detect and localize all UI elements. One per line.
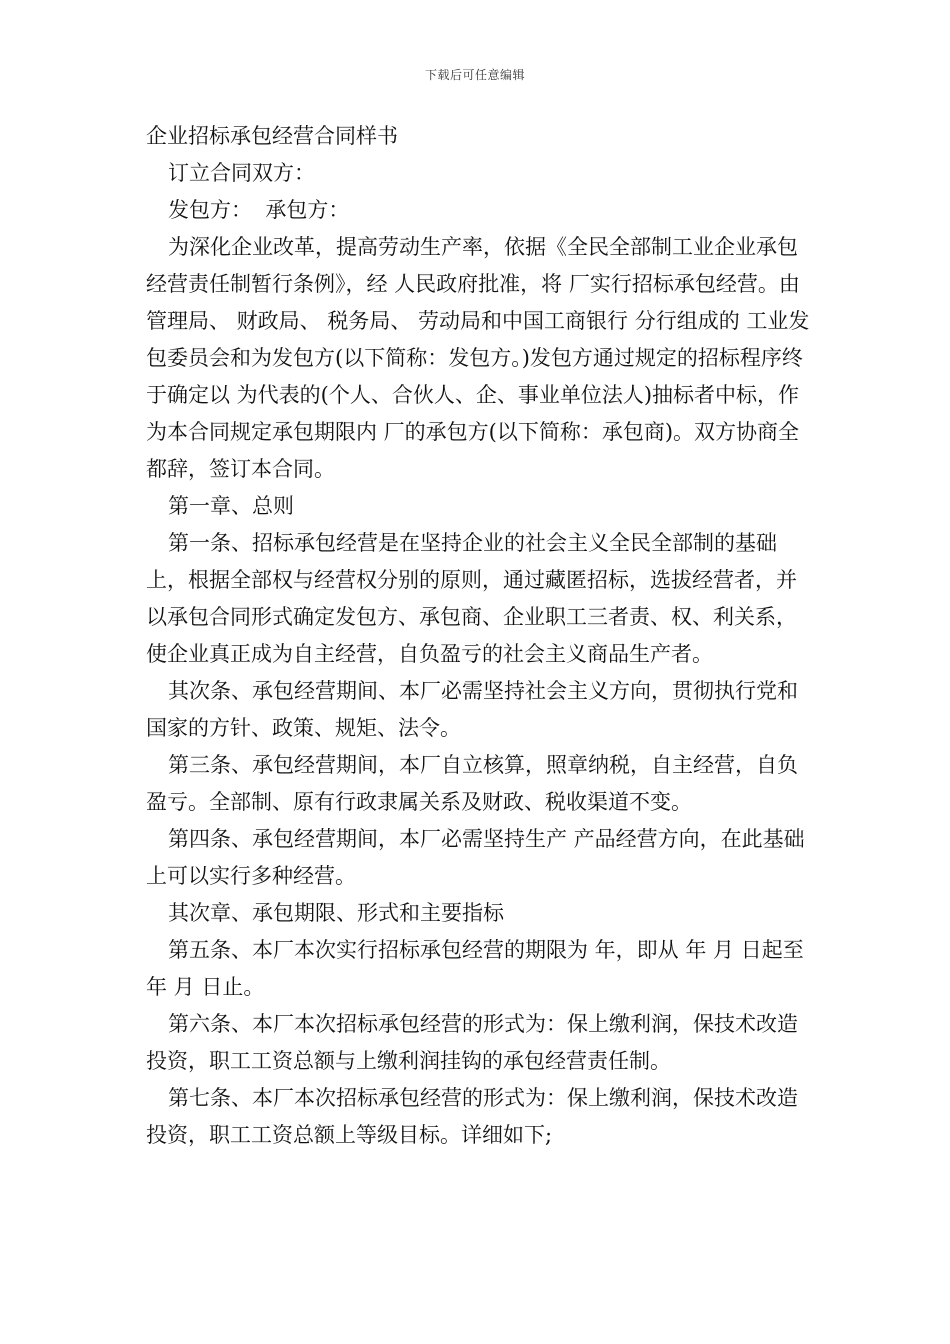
article-1: 第一条、招标承包经营是在坚持企业的社会主义全民全部制的基础上，根据全部权与经营权分别的原则，通过藏匿招标，选拔经营者，并以承包合同形式确定发包方、承包商、企业职工三者责、权、利关系，使企业真正成为自主经营，自负盈亏的社会主义商品生产者。 (146, 531, 797, 666)
paragraph-preamble: 为深化企业改革，提高劳动生产率，依据《全民全部制工业企业承包经营责任制暂行条例》，经 人民政府批准，将 厂实行招标承包经营。由 管理局、 财政局、 税务局、 劳动局和中国工商银行 分行组成的 工业发包委员会和为发包方(以下简称：发包方。)发包方通过规定的招标程序终于确定以 为代表的(个人、合伙人、企、事业单位法人)抽标者中标，作为本合同规定承包期限内 厂的承包方(以下简称：承包商)。双方协商全都辞，签订本合同。 (146, 235, 810, 481)
paragraph-parties-intro: 订立合同双方： (168, 161, 315, 185)
article-3: 第三条、承包经营期间，本厂自立核算，照章纳税，自主经营，自负盈亏。全部制、原有行政隶属关系及财政、税收渠道不变。 (146, 753, 798, 814)
paragraph-parties: 发包方： 承包方： (168, 198, 350, 222)
document-title: 企业招标承包经营合同样书 (146, 124, 398, 148)
chapter-heading-1: 第一章、总则 (168, 494, 294, 518)
header-note: 下载后可任意编辑 (424, 68, 525, 82)
article-4: 第四条、承包经营期间，本厂必需坚持生产 产品经营方向，在此基础上可以实行多种经营。 (146, 827, 805, 888)
chapter-heading-2: 其次章、承包期限、形式和主要指标 (168, 901, 504, 925)
document-body (146, 118, 812, 1154)
article-7: 第七条、本厂本次招标承包经营的形式为：保上缴利润，保技术改造投资，职工工资总额上等级目标。详细如下; (146, 1086, 798, 1147)
article-6: 第六条、本厂本次招标承包经营的形式为：保上缴利润，保技术改造投资，职工工资总额与上缴利润挂钩的承包经营责任制。 (146, 1012, 798, 1073)
article-5: 第五条、本厂本次实行招标承包经营的期限为 年，即从 年 月 日起至 年 月 日止。 (146, 938, 811, 999)
article-2: 其次条、承包经营期间、本厂必需坚持社会主义方向，贯彻执行党和国家的方针、政策、规矩、法令。 (146, 679, 798, 740)
